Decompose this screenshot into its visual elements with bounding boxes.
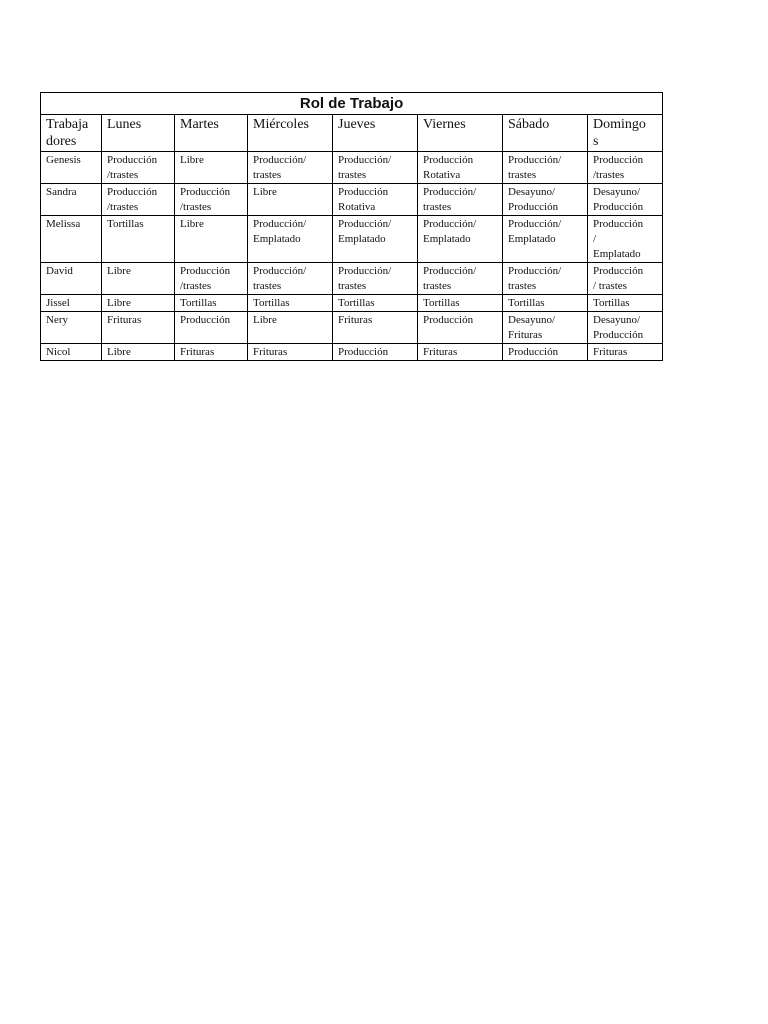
shift-text: Tortillas [180, 297, 217, 309]
shift-text: Libre [253, 186, 277, 198]
shift-cell [102, 216, 175, 263]
shift-text: Tortillas [508, 297, 545, 309]
shift-text: Producción/ [253, 154, 307, 166]
shift-cell [248, 344, 333, 361]
shift-text: /trastes [107, 201, 139, 213]
shift-text: Desayuno/ [593, 314, 641, 326]
column-header-text: s [593, 134, 599, 149]
shift-text: Frituras [423, 346, 458, 358]
shift-text: Libre [180, 154, 204, 166]
column-header-text: Miércoles [253, 117, 309, 132]
column-header [333, 115, 418, 152]
shift-cell [175, 295, 248, 312]
worker-name-cell [41, 216, 102, 263]
worker-name: Genesis [46, 154, 81, 166]
shift-text: /trastes [180, 201, 212, 213]
worker-name: Sandra [46, 186, 77, 198]
table-row [41, 216, 663, 263]
shift-text: Emplatado [338, 233, 386, 245]
shift-cell [503, 295, 588, 312]
shift-text: Producción/ [338, 154, 392, 166]
shift-cell [333, 312, 418, 344]
column-header [175, 115, 248, 152]
shift-cell [248, 184, 333, 216]
shift-cell [333, 295, 418, 312]
shift-text: trastes [338, 280, 367, 292]
shift-cell [418, 295, 503, 312]
shift-cell [102, 152, 175, 184]
worker-name-cell [41, 312, 102, 344]
shift-text: Frituras [180, 346, 215, 358]
shift-text: Frituras [593, 346, 628, 358]
shift-cell [333, 263, 418, 295]
shift-text: Producción/ [423, 186, 477, 198]
shift-cell [503, 344, 588, 361]
shift-text: Frituras [508, 329, 543, 341]
shift-text: Rotativa [423, 169, 461, 181]
worker-name: Nicol [46, 346, 71, 358]
shift-text: Tortillas [107, 218, 144, 230]
shift-text: Tortillas [338, 297, 375, 309]
shift-cell [102, 184, 175, 216]
work-schedule-table [40, 92, 663, 361]
shift-cell [102, 312, 175, 344]
shift-text: / trastes [593, 280, 627, 292]
shift-cell [102, 263, 175, 295]
worker-name-cell [41, 152, 102, 184]
shift-cell [588, 184, 663, 216]
table-row [41, 312, 663, 344]
shift-cell [333, 344, 418, 361]
shift-text: Emplatado [423, 233, 471, 245]
table-row [41, 263, 663, 295]
shift-text: Emplatado [593, 248, 641, 260]
column-header-text: Jueves [338, 117, 376, 132]
shift-text: Frituras [253, 346, 288, 358]
table-body [41, 152, 663, 361]
shift-text: Libre [180, 218, 204, 230]
shift-cell [588, 295, 663, 312]
shift-cell [333, 216, 418, 263]
shift-cell [175, 344, 248, 361]
shift-text: Libre [107, 297, 131, 309]
shift-text: Producción [107, 186, 158, 198]
column-header-text: Martes [180, 117, 219, 132]
shift-text: Producción [180, 314, 231, 326]
shift-cell [418, 263, 503, 295]
shift-cell [333, 152, 418, 184]
column-header [503, 115, 588, 152]
column-header-text: Trabaja [46, 117, 89, 132]
shift-text: trastes [423, 280, 452, 292]
header-row [41, 115, 663, 152]
shift-cell [503, 184, 588, 216]
column-header-text: Viernes [423, 117, 466, 132]
shift-text: Producción [338, 346, 389, 358]
column-header [418, 115, 503, 152]
table-row [41, 184, 663, 216]
column-header [41, 115, 102, 152]
shift-cell [588, 344, 663, 361]
shift-text: trastes [423, 201, 452, 213]
shift-text: Producción [107, 154, 158, 166]
shift-text: /trastes [593, 169, 625, 181]
worker-name-cell [41, 263, 102, 295]
shift-cell [248, 152, 333, 184]
shift-text: Rotativa [338, 201, 376, 213]
column-header-text: Domingo [593, 117, 646, 132]
worker-name: David [46, 265, 73, 277]
shift-text: Desayuno/ [593, 186, 641, 198]
shift-text: Producción [508, 346, 559, 358]
worker-name-cell [41, 295, 102, 312]
shift-text: Producción [508, 201, 559, 213]
shift-text: Producción [593, 154, 644, 166]
shift-cell [588, 263, 663, 295]
shift-cell [175, 216, 248, 263]
shift-text: /trastes [180, 280, 212, 292]
shift-text: Desayuno/ [508, 186, 556, 198]
column-header-text: dores [46, 134, 77, 149]
shift-text: Frituras [107, 314, 142, 326]
column-header [588, 115, 663, 152]
shift-cell [588, 152, 663, 184]
shift-cell [102, 344, 175, 361]
shift-text: Producción/ [508, 218, 562, 230]
shift-text: Emplatado [508, 233, 556, 245]
shift-cell [248, 312, 333, 344]
shift-text: trastes [253, 169, 282, 181]
table-row [41, 152, 663, 184]
shift-cell [175, 312, 248, 344]
shift-cell [333, 184, 418, 216]
shift-text: / [593, 233, 597, 245]
shift-text: Emplatado [253, 233, 301, 245]
shift-cell [503, 312, 588, 344]
shift-text: /trastes [107, 169, 139, 181]
shift-text: Producción [593, 265, 644, 277]
table-title: Rol de Trabajo [41, 93, 663, 115]
shift-cell [588, 312, 663, 344]
shift-text: Tortillas [593, 297, 630, 309]
shift-cell [248, 263, 333, 295]
shift-text: Producción/ [253, 218, 307, 230]
shift-text: Producción [423, 154, 474, 166]
shift-cell [102, 295, 175, 312]
column-header-text: Sábado [508, 117, 550, 132]
worker-name: Nery [46, 314, 68, 326]
worker-name: Melissa [46, 218, 81, 230]
shift-cell [588, 216, 663, 263]
shift-cell [248, 216, 333, 263]
shift-text: Producción [593, 201, 644, 213]
shift-text: trastes [508, 280, 537, 292]
shift-cell [418, 216, 503, 263]
column-header [102, 115, 175, 152]
column-header-text: Lunes [107, 117, 142, 132]
shift-cell [175, 152, 248, 184]
shift-text: trastes [338, 169, 367, 181]
shift-text: Producción/ [508, 154, 562, 166]
shift-text: Producción/ [423, 218, 477, 230]
shift-text: trastes [253, 280, 282, 292]
shift-cell [418, 152, 503, 184]
shift-text: Tortillas [253, 297, 290, 309]
worker-name: Jissel [46, 297, 70, 309]
shift-text: Producción [423, 314, 474, 326]
shift-text: Desayuno/ [508, 314, 556, 326]
shift-text: Producción [180, 265, 231, 277]
shift-text: Producción [593, 218, 644, 230]
shift-text: Producción/ [253, 265, 307, 277]
shift-text: Producción/ [338, 265, 392, 277]
shift-text: Frituras [338, 314, 373, 326]
shift-text: Producción [593, 329, 644, 341]
shift-text: Libre [253, 314, 277, 326]
column-header [248, 115, 333, 152]
table-row [41, 344, 663, 361]
shift-text: Producción/ [508, 265, 562, 277]
shift-cell [418, 184, 503, 216]
shift-cell [175, 263, 248, 295]
shift-cell [248, 295, 333, 312]
shift-text: Producción/ [338, 218, 392, 230]
shift-text: Producción [180, 186, 231, 198]
shift-text: Producción [338, 186, 389, 198]
shift-text: Tortillas [423, 297, 460, 309]
shift-cell [418, 344, 503, 361]
worker-name-cell [41, 184, 102, 216]
shift-cell [418, 312, 503, 344]
shift-text: trastes [508, 169, 537, 181]
title-row [41, 93, 663, 115]
shift-cell [503, 216, 588, 263]
shift-text: Libre [107, 346, 131, 358]
shift-text: Libre [107, 265, 131, 277]
shift-cell [503, 152, 588, 184]
shift-cell [175, 184, 248, 216]
worker-name-cell [41, 344, 102, 361]
table-row [41, 295, 663, 312]
shift-text: Producción/ [423, 265, 477, 277]
shift-cell [503, 263, 588, 295]
